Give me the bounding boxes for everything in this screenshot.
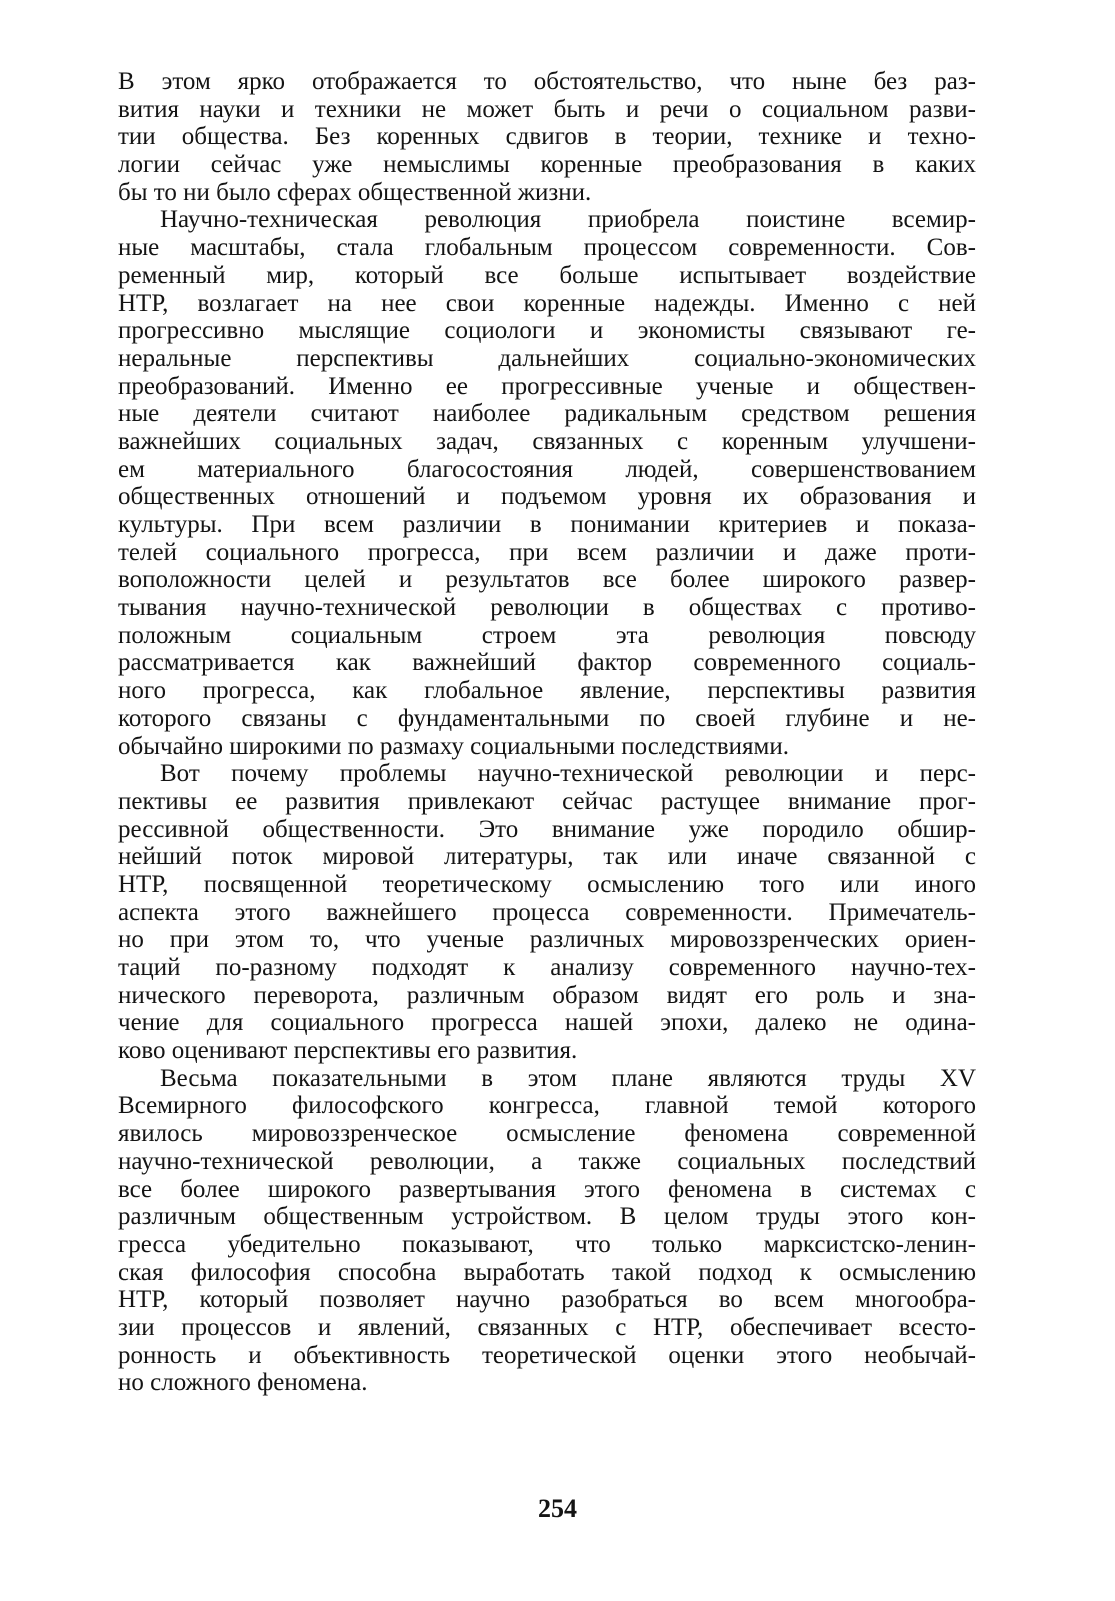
text-line: рессивной общественности. Это внимание уже породило обшир- — [118, 815, 976, 843]
text-line: ем материального благосостояния людей, совершенствованием — [118, 455, 976, 483]
text-line: научно-технической революции, а также социальных последствий — [118, 1147, 976, 1175]
text-line: ково оценивают перспективы его развития. — [118, 1037, 578, 1065]
text-line: ременный мир, который все больше испытывает воздействие — [118, 261, 976, 289]
paragraph — [118, 760, 976, 1065]
text-line: ронность и объективность теоретической оценки этого необычай- — [118, 1341, 976, 1369]
text-line: Весьма показательными в этом плане являются труды XV — [160, 1064, 976, 1092]
text-line: телей социального прогресса, при всем различии и даже проти- — [118, 538, 976, 566]
text-line: ного прогресса, как глобальное явление, перспективы развития — [118, 677, 976, 705]
text-line: НТР, возлагает на нее свои коренные надежды. Именно с ней — [118, 289, 976, 317]
text-line: ская философия способна выработать такой подход к осмыслению — [118, 1258, 976, 1286]
text-line: общественных отношений и подъемом уровня их образования и — [118, 483, 976, 511]
text-line: рассматривается как важнейший фактор современного социаль- — [118, 649, 976, 677]
text-line: тии общества. Без коренных сдвигов в теории, технике и техно- — [118, 123, 976, 151]
text-line: логии сейчас уже немыслимы коренные преобразования в каких — [118, 151, 976, 179]
text-line: нического переворота, различным образом видят его роль и зна- — [118, 981, 976, 1009]
text-line: пективы ее развития привлекают сейчас растущее внимание прог- — [118, 787, 976, 815]
text-line: аспекта этого важнейшего процесса современности. Примечатель- — [118, 898, 976, 926]
text-line: но сложного феномена. — [118, 1369, 368, 1397]
text-line: но при этом то, что ученые различных мировоззренческих ориен- — [118, 926, 976, 954]
page-body — [118, 68, 976, 1397]
text-line: обычайно широкими по размаху социальными последствиями. — [118, 732, 789, 760]
text-line: В этом ярко отображается то обстоятельство, что ныне без раз- — [118, 68, 976, 95]
text-line: ные деятели считают наиболее радикальным средством решения — [118, 400, 976, 428]
text-line: положным социальным строем эта революция повсюду — [118, 621, 976, 649]
text-line: нейший поток мировой литературы, так или иначе связанной с — [118, 843, 976, 871]
paragraph — [118, 68, 976, 206]
text-line: зии процессов и явлений, связанных с НТР, обеспечивает всесто- — [118, 1313, 976, 1341]
paragraph — [118, 1065, 976, 1397]
text-line: прогрессивно мыслящие социологи и экономисты связывают ге- — [118, 317, 976, 345]
text-line: гресса убедительно показывают, что только марксистско-ленин- — [118, 1230, 976, 1258]
text-line: неральные перспективы дальнейших социально-экономических — [118, 344, 976, 372]
text-line: таций по-разному подходят к анализу современного научно-тех- — [118, 954, 976, 981]
text-line: различным общественным устройством. В целом труды этого кон- — [118, 1203, 976, 1231]
text-line: вития науки и техники не может быть и речи о социальном разви- — [118, 95, 976, 123]
text-line: важнейших социальных задач, связанных с коренным улучшени- — [118, 427, 976, 455]
text-line: преобразований. Именно ее прогрессивные ученые и обществен- — [118, 372, 976, 400]
text-line: воположности целей и результатов все более широкого развер- — [118, 566, 976, 594]
text-line: явилось мировоззренческое осмысление феномена современной — [118, 1120, 976, 1148]
text-line: ные масштабы, стала глобальным процессом современности. Сов- — [118, 234, 976, 262]
text-line: Всемирного философского конгресса, главной темой которого — [118, 1092, 976, 1120]
paragraph — [118, 206, 976, 760]
text-line: Научно-техническая революция приобрела поистине всемир- — [160, 206, 976, 234]
text-line: НТР, посвященной теоретическому осмыслению того или иного — [118, 870, 976, 898]
text-line: которого связаны с фундаментальными по своей глубине и не- — [118, 704, 976, 732]
text-line: НТР, который позволяет научно разобраться во всем многообра- — [118, 1286, 976, 1314]
text-line: культуры. При всем различии в понимании критериев и показа- — [118, 511, 976, 538]
text-line: чение для социального прогресса нашей эпохи, далеко не одина- — [118, 1009, 976, 1037]
text-line: бы то ни было сферах общественной жизни. — [118, 178, 592, 206]
text-line: Вот почему проблемы научно-технической революции и перс- — [160, 760, 976, 788]
text-line: все более широкого развертывания этого феномена в системах с — [118, 1175, 976, 1203]
text-line: тывания научно-технической революции в обществах с противо- — [118, 594, 976, 622]
page-number: 254 — [538, 1494, 577, 1523]
